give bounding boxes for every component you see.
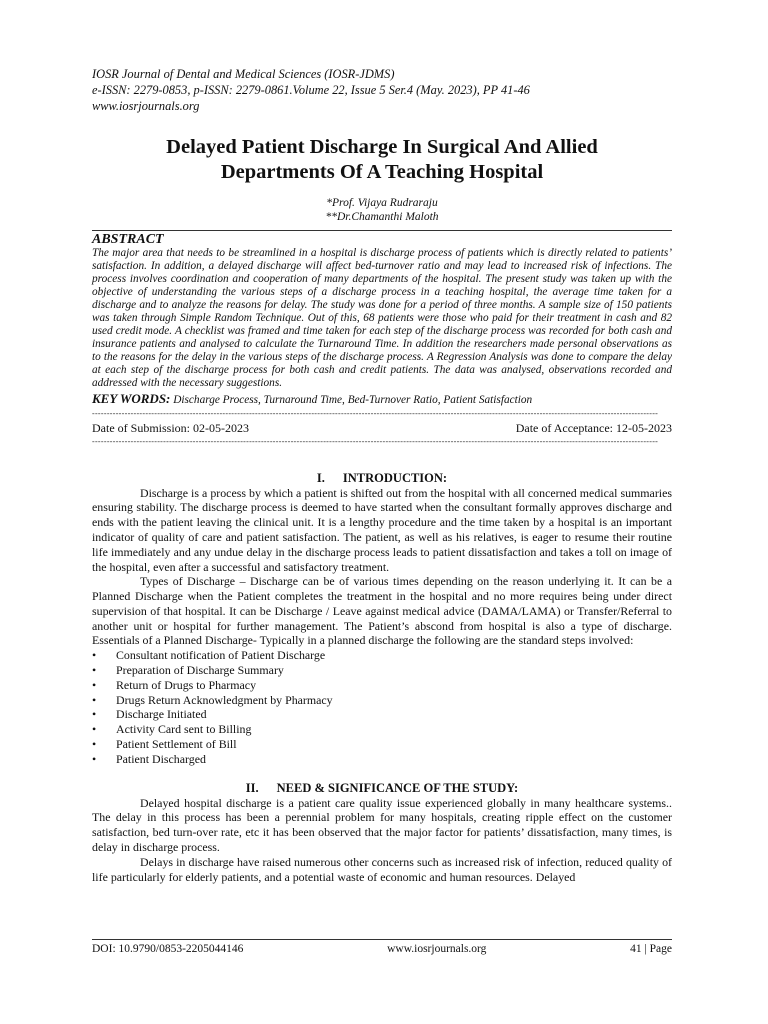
submission-date: Date of Submission: 02-05-2023 bbox=[92, 420, 249, 435]
keywords bbox=[92, 391, 672, 408]
section-number: I. bbox=[316, 470, 325, 485]
section-number: II. bbox=[245, 780, 259, 795]
keywords-label: KEY WORDS: bbox=[92, 390, 171, 406]
footer-website: www.iosrjournals.org bbox=[387, 943, 487, 955]
footer-doi: DOI: 10.9790/0853-2205044146 bbox=[92, 943, 244, 955]
need-paragraph-2: Delays in discharge have raised numerous other concerns such as increased risk of infection, reduced quality of life particularly for elderly patients, and a potential waste of economic and human resources. Delayed bbox=[92, 854, 672, 884]
author-1: *Prof. Vijaya Rudraraju bbox=[326, 197, 438, 209]
page-footer bbox=[92, 939, 672, 956]
intro-paragraph-2: Types of Discharge – Discharge can be of various times depending on the reason underlying it. It can be a Planned Discharge when the Patient completes the treatment in the hospital and no more requires being under direct supervision of that hospital. It can be Discharge / Leave against medical advice (DAMA/LAMA) or Transfer/Referral to another unit or hospital for further management. The Patient’s abscond from hospital is also a type of discharge. Essentials of a Planned Discharge- Typically in a planned discharge the following are the standard steps involved: bbox=[92, 574, 672, 648]
abstract-text: The major area that needs to be streamlined in a hospital is discharge process of patients which is directly related to patients’ satisfaction. In addition, a delayed discharge will affect bed-turnover ratio and may lead to increased risk of infections. The process involves coordination and cooperation of many departments of the hospital. The present study was taken up with the objective of understanding the various steps of a discharge process in a teaching hospital, the average time taken for a discharge and to analyze the reasons for delay. The study was done for a period of three months. A sample size of 150 patients was taken through Simple Random Technique. Out of this, 68 patients were those who paid for their treatment in cash and 82 used credit mode. A checklist was framed and time taken for each step of the discharge process was recorded for both cash and insurance patients and analysed to calculate the Turnaround Time. In addition the researchers made personal observations as to the reasons for the delay in the various steps of the discharge process. A Regression Analysis was done to compare the delay at each step of the discharge process for both cash and credit patients. The data was analysed, observations recorded and addressed with the necessary suggestions. bbox=[92, 247, 672, 390]
journal-website: www.iosrjournals.org bbox=[92, 99, 200, 113]
list-item: • Return of Drugs to Pharmacy bbox=[92, 678, 672, 693]
separator-bottom: ----------------------------------------------------------------------------------------------------------------------------------------------------------------------------------------------- bbox=[92, 436, 659, 446]
authors bbox=[92, 196, 672, 224]
need-paragraph-1: Delayed hospital discharge is a patient care quality issue experienced globally in many healthcare systems.. The delay in this process has been a perennial problem for many hospitals, creating ripple effect on the customer satisfaction, bed turn-over rate, etc it has been observed that the major factor for patients’ dissatisfaction, many times, is delay in discharge process. bbox=[92, 795, 672, 855]
separator-top: ----------------------------------------------------------------------------------------------------------------------------------------------------------------------------------------------- bbox=[92, 408, 659, 418]
intro-paragraph-1: Discharge is a process by which a patient is shifted out from the hospital with all concerned medical summaries ensuring stability. The discharge process is deemed to have started when the consultant formally approves discharge and ends with the patient leaving the clinical unit. It is a lengthy procedure and the time taken by a hospital is an important indicator of quality of care and patient satisfaction. The patient, as well as his relatives, is eager to resume their routine life immediately and any undue delay in the discharge process leads to patient dissatisfaction and takes a toll on image of the hospital, even after a successful and satisfactory treatment. bbox=[92, 485, 672, 574]
paper-page bbox=[92, 66, 672, 884]
title-line-2: Departments Of A Teaching Hospital bbox=[220, 161, 544, 183]
list-item: • Drugs Return Acknowledgment by Pharmacy bbox=[92, 693, 672, 708]
title-line-1: Delayed Patient Discharge In Surgical And Allied bbox=[166, 136, 598, 158]
footer-page-number: 41 | Page bbox=[630, 943, 672, 955]
abstract-heading: ABSTRACT bbox=[92, 232, 164, 247]
journal-name: IOSR Journal of Dental and Medical Sciences (IOSR-JDMS) bbox=[92, 67, 395, 81]
journal-header bbox=[92, 66, 672, 114]
list-item: • Patient Settlement of Bill bbox=[92, 737, 672, 752]
section-title: INTRODUCTION: bbox=[342, 470, 448, 485]
list-item: • Consultant notification of Patient Discharge bbox=[92, 648, 672, 663]
discharge-steps-list bbox=[92, 648, 672, 766]
journal-issn: e-ISSN: 2279-0853, p-ISSN: 2279-0861.Volume 22, Issue 5 Ser.4 (May. 2023), PP 41-46 bbox=[92, 83, 530, 97]
acceptance-date: Date of Acceptance: 12-05-2023 bbox=[515, 420, 672, 435]
author-2: **Dr.Chamanthi Maloth bbox=[325, 211, 439, 223]
section-need-heading bbox=[92, 781, 672, 796]
dates-row bbox=[92, 421, 672, 435]
section-introduction-heading bbox=[92, 471, 672, 486]
list-item: • Discharge Initiated bbox=[92, 707, 672, 722]
list-item: • Preparation of Discharge Summary bbox=[92, 663, 672, 678]
list-item: • Patient Discharged bbox=[92, 752, 672, 767]
paper-title bbox=[92, 135, 672, 185]
section-title: NEED & SIGNIFICANCE OF THE STUDY: bbox=[276, 780, 519, 795]
list-item: • Activity Card sent to Billing bbox=[92, 722, 672, 737]
keywords-text: Discharge Process, Turnaround Time, Bed-Turnover Ratio, Patient Satisfaction bbox=[173, 393, 533, 406]
abstract-top-rule bbox=[92, 230, 672, 231]
